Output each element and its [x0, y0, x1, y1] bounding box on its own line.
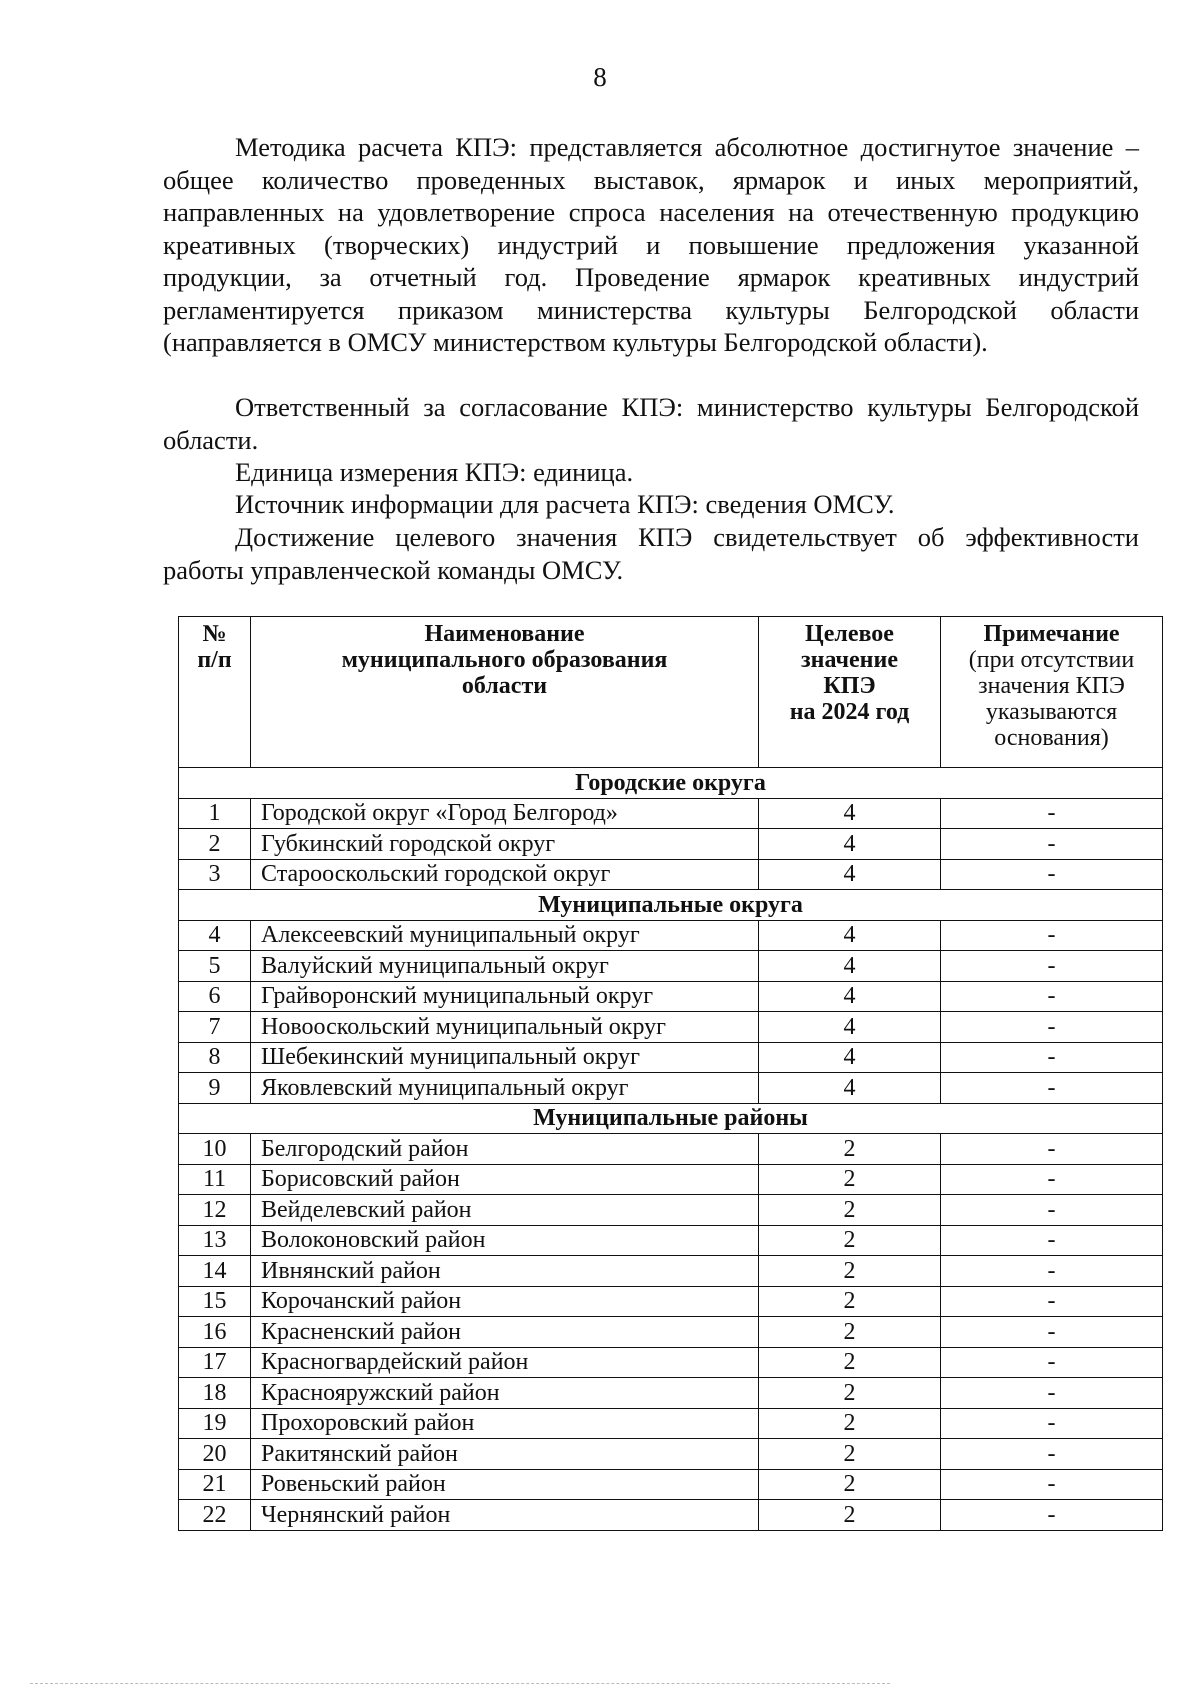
table-group-row: [179, 890, 1163, 921]
kpe-table: [178, 616, 1163, 1531]
cell-num: 10: [179, 1134, 251, 1165]
table-group-row: [179, 1103, 1163, 1134]
achievement-paragraph: Достижение целевого значения КПЭ свидетельствует об эффективности работы управленческой команды ОМСУ.: [163, 522, 1139, 585]
cell-target-value: 4: [759, 1073, 941, 1104]
table-row: [179, 1012, 1163, 1043]
cell-name: Красненский район: [251, 1317, 759, 1348]
cell-name: Городской округ «Город Белгород»: [251, 798, 759, 829]
page-number: 8: [593, 62, 607, 92]
cell-target-value: 2: [759, 1195, 941, 1226]
table-row: [179, 1073, 1163, 1104]
group-title: Городские округа: [179, 768, 1163, 799]
group-title: Муниципальные районы: [179, 1103, 1163, 1134]
cell-target-value: 4: [759, 859, 941, 890]
cell-name: Чернянский район: [251, 1500, 759, 1531]
table-row: [179, 1347, 1163, 1378]
cell-num: 7: [179, 1012, 251, 1043]
responsible-paragraph: Ответственный за согласование КПЭ: министерство культуры Белгородской области.: [163, 392, 1139, 455]
cell-num: 17: [179, 1347, 251, 1378]
table-row: [179, 1500, 1163, 1531]
cell-note: -: [941, 1378, 1163, 1409]
cell-target-value: 2: [759, 1164, 941, 1195]
table-row: [179, 981, 1163, 1012]
cell-target-value: 4: [759, 1012, 941, 1043]
cell-num: 2: [179, 829, 251, 860]
cell-target-value: 2: [759, 1439, 941, 1470]
header-num: № п/п: [179, 617, 251, 768]
table-row: [179, 859, 1163, 890]
cell-num: 12: [179, 1195, 251, 1226]
header-note: Примечание (при отсутствии значения КПЭ указываются основания): [941, 617, 1163, 768]
cell-target-value: 2: [759, 1286, 941, 1317]
cell-note: -: [941, 829, 1163, 860]
cell-num: 18: [179, 1378, 251, 1409]
header-name: Наименование муниципального образования области: [251, 617, 759, 768]
table-row: [179, 1042, 1163, 1073]
cell-name: Шебекинский муниципальный округ: [251, 1042, 759, 1073]
cell-num: 22: [179, 1500, 251, 1531]
cell-num: 5: [179, 951, 251, 982]
table-row: [179, 829, 1163, 860]
cell-note: -: [941, 1134, 1163, 1165]
table-row: [179, 1408, 1163, 1439]
cell-num: 13: [179, 1225, 251, 1256]
table-body: [179, 768, 1163, 1531]
table-row: [179, 798, 1163, 829]
cell-note: -: [941, 1073, 1163, 1104]
cell-name: Волоконовский район: [251, 1225, 759, 1256]
table-group-row: [179, 768, 1163, 799]
cell-target-value: 4: [759, 920, 941, 951]
cell-note: -: [941, 1347, 1163, 1378]
cell-note: -: [941, 859, 1163, 890]
cell-note: -: [941, 1042, 1163, 1073]
cell-num: 20: [179, 1439, 251, 1470]
table-row: [179, 1256, 1163, 1287]
cell-name: Прохоровский район: [251, 1408, 759, 1439]
cell-note: -: [941, 981, 1163, 1012]
table-row: [179, 1134, 1163, 1165]
cell-target-value: 4: [759, 829, 941, 860]
cell-note: -: [941, 951, 1163, 982]
cell-note: -: [941, 798, 1163, 829]
cell-num: 3: [179, 859, 251, 890]
cell-name: Яковлевский муниципальный округ: [251, 1073, 759, 1104]
table-row: [179, 1317, 1163, 1348]
cell-name: Старооскольский городской округ: [251, 859, 759, 890]
cell-target-value: 4: [759, 981, 941, 1012]
table-row: [179, 1439, 1163, 1470]
cell-note: -: [941, 1256, 1163, 1287]
table-row: [179, 951, 1163, 982]
table-row: [179, 1164, 1163, 1195]
cell-target-value: 2: [759, 1347, 941, 1378]
cell-num: 15: [179, 1286, 251, 1317]
cell-target-value: 2: [759, 1256, 941, 1287]
cell-note: -: [941, 1469, 1163, 1500]
cell-num: 1: [179, 798, 251, 829]
table-header-row: [179, 617, 1163, 768]
unit-paragraph: Единица измерения КПЭ: единица.: [235, 457, 634, 487]
cell-num: 6: [179, 981, 251, 1012]
cell-note: -: [941, 920, 1163, 951]
cell-note: -: [941, 1164, 1163, 1195]
table-row: [179, 1195, 1163, 1226]
cell-target-value: 2: [759, 1378, 941, 1409]
cell-num: 8: [179, 1042, 251, 1073]
table-row: [179, 1286, 1163, 1317]
cell-name: Алексеевский муниципальный округ: [251, 920, 759, 951]
cell-name: Корочанский район: [251, 1286, 759, 1317]
cell-name: Валуйский муниципальный округ: [251, 951, 759, 982]
cell-num: 9: [179, 1073, 251, 1104]
cell-name: Губкинский городской округ: [251, 829, 759, 860]
cell-name: Красногвардейский район: [251, 1347, 759, 1378]
cell-target-value: 4: [759, 798, 941, 829]
cell-note: -: [941, 1500, 1163, 1531]
cell-name: Грайворонский муниципальный округ: [251, 981, 759, 1012]
cell-note: -: [941, 1225, 1163, 1256]
cell-num: 21: [179, 1469, 251, 1500]
cell-name: Краснояружский район: [251, 1378, 759, 1409]
cell-name: Вейделевский район: [251, 1195, 759, 1226]
cell-num: 4: [179, 920, 251, 951]
cell-target-value: 2: [759, 1317, 941, 1348]
cell-target-value: 2: [759, 1408, 941, 1439]
header-target: Целевое значение КПЭ на 2024 год: [759, 617, 941, 768]
methodology-paragraph: Методика расчета КПЭ: представляется абсолютное достигнутое значение – общее количество проведенных выставок, ярмарок и иных мероприятий, направленных на удовлетворение спроса населения на отечественную продукцию креативных (творческих) индустрий и повышение предложения указанной продукции, за отчетный год. Проведение ярмарок креативных индустрий регламентируется приказом министерства культуры Белгородской области (направляется в ОМСУ министерством культуры Белгородской области).: [163, 132, 1139, 357]
cell-target-value: 4: [759, 1042, 941, 1073]
cell-name: Ивнянский район: [251, 1256, 759, 1287]
cell-num: 16: [179, 1317, 251, 1348]
table-row: [179, 1469, 1163, 1500]
cell-num: 14: [179, 1256, 251, 1287]
cell-target-value: 2: [759, 1500, 941, 1531]
cell-name: Борисовский район: [251, 1164, 759, 1195]
source-paragraph: Источник информации для расчета КПЭ: сведения ОМСУ.: [235, 489, 895, 519]
cell-target-value: 2: [759, 1134, 941, 1165]
table-row: [179, 1225, 1163, 1256]
cell-name: Новооскольский муниципальный округ: [251, 1012, 759, 1043]
cell-target-value: 2: [759, 1469, 941, 1500]
cell-note: -: [941, 1408, 1163, 1439]
cell-name: Белгородский район: [251, 1134, 759, 1165]
cell-name: Ровеньский район: [251, 1469, 759, 1500]
cell-num: 11: [179, 1164, 251, 1195]
cell-target-value: 2: [759, 1225, 941, 1256]
table-row: [179, 920, 1163, 951]
group-title: Муниципальные округа: [179, 890, 1163, 921]
cell-note: -: [941, 1012, 1163, 1043]
cell-num: 19: [179, 1408, 251, 1439]
cell-target-value: 4: [759, 951, 941, 982]
cell-note: -: [941, 1317, 1163, 1348]
table-row: [179, 1378, 1163, 1409]
cell-name: Ракитянский район: [251, 1439, 759, 1470]
scan-footer-line: [30, 1683, 890, 1685]
cell-note: -: [941, 1439, 1163, 1470]
cell-note: -: [941, 1286, 1163, 1317]
cell-note: -: [941, 1195, 1163, 1226]
